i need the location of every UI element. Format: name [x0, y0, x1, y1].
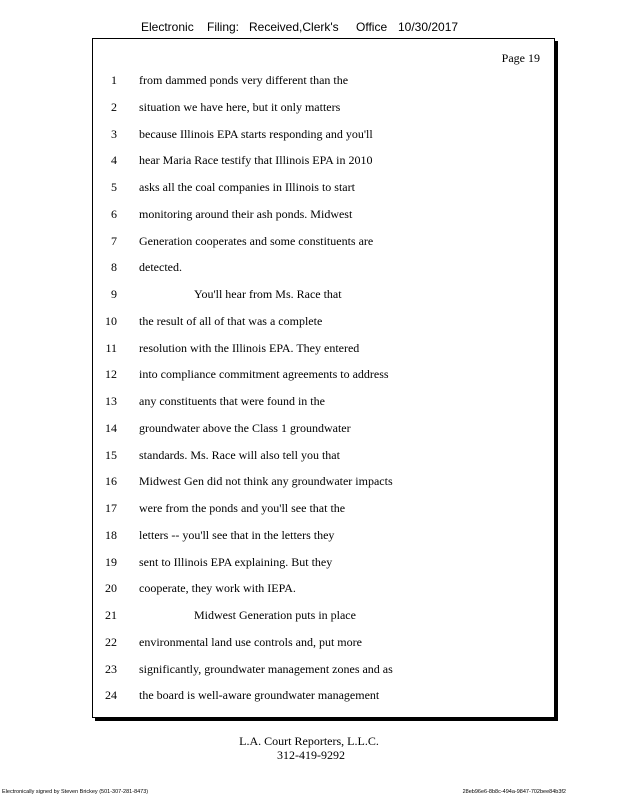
- line-text: into compliance commitment agreements to address: [139, 367, 389, 382]
- line-number: 9: [111, 287, 117, 301]
- line-text: detected.: [139, 260, 182, 275]
- transcript-line: [93, 555, 554, 582]
- line-number: 2: [111, 99, 117, 114]
- line-number: 24: [105, 688, 117, 703]
- transcript-line: [93, 287, 554, 314]
- line-number: 18: [105, 527, 117, 542]
- line-text: environmental land use controls and, put more: [139, 634, 362, 649]
- page-number: Page 19: [501, 51, 540, 65]
- line-number: 8: [111, 260, 117, 275]
- filing-header-date: 10/30/2017: [398, 20, 459, 34]
- document-id: 28eb96e6-8b8c-494a-9847-702bee84b3f2: [462, 789, 566, 795]
- line-number: 15: [105, 447, 117, 462]
- transcript-line: [93, 635, 554, 662]
- line-text: hear Maria Race testify that Illinois EPA in 2010: [139, 153, 373, 168]
- line-number: 10: [105, 313, 117, 328]
- line-text: sent to Illinois EPA explaining. But they: [139, 554, 333, 569]
- line-text: from dammed ponds very different than the: [139, 73, 349, 87]
- transcript-line: [93, 153, 554, 180]
- line-text: because Illinois EPA starts responding and you'll: [139, 126, 373, 141]
- line-number: 6: [111, 206, 117, 221]
- electronic-signature: Electronically signed by Steven Brickey (501-307-281-8473): [2, 789, 149, 795]
- transcript-line: [93, 100, 554, 127]
- line-number: 4: [111, 153, 117, 168]
- line-text: letters -- you'll see that in the letters they: [139, 527, 335, 542]
- line-text: Generation cooperates and some constituents are: [139, 233, 374, 248]
- transcript-line: [93, 688, 554, 715]
- line-text: asks all the coal companies in Illinois to start: [139, 180, 355, 194]
- transcript-line: [93, 341, 554, 368]
- line-number: 23: [105, 661, 117, 676]
- filing-header-word-received: Received,Clerk's: [249, 20, 339, 34]
- line-text: standards. Ms. Race will also tell you that: [139, 447, 340, 462]
- transcript-lines: [93, 73, 554, 715]
- line-number: 12: [105, 367, 117, 382]
- line-text: monitoring around their ash ponds. Midwest: [139, 206, 353, 221]
- line-number: 5: [111, 180, 117, 194]
- filing-header-word-office: Office: [356, 20, 388, 34]
- line-text: were from the ponds and you'll see that the: [139, 501, 346, 515]
- transcript-line: [93, 581, 554, 608]
- line-number: 19: [105, 554, 117, 569]
- line-text: significantly, groundwater management zones and as: [139, 661, 393, 676]
- court-reporter-name: L.A. Court Reporters, L.L.C.: [239, 734, 379, 748]
- line-number: 21: [105, 608, 117, 622]
- line-text: Midwest Generation puts in place: [194, 608, 356, 622]
- transcript-page: [92, 38, 555, 718]
- line-number: 20: [105, 581, 117, 596]
- line-number: 1: [111, 73, 117, 87]
- transcript-line: [93, 608, 554, 635]
- transcript-line: [93, 421, 554, 448]
- line-number: 7: [111, 233, 117, 248]
- filing-header-word-filing: Filing:: [207, 20, 240, 34]
- transcript-line: [93, 367, 554, 394]
- line-number: 14: [105, 420, 117, 435]
- transcript-line: [93, 394, 554, 421]
- line-text: any constituents that were found in the: [139, 394, 325, 408]
- transcript-line: [93, 73, 554, 100]
- transcript-line: [93, 127, 554, 154]
- line-number: 17: [105, 501, 117, 515]
- line-text: You'll hear from Ms. Race that: [194, 287, 342, 301]
- line-text: Midwest Gen did not think any groundwater impacts: [139, 474, 393, 489]
- line-text: groundwater above the Class 1 groundwater: [139, 420, 351, 435]
- transcript-line: [93, 234, 554, 261]
- transcript-line: [93, 260, 554, 287]
- line-number: 11: [105, 340, 117, 355]
- transcript-line: [93, 528, 554, 555]
- line-number: 22: [105, 634, 117, 649]
- transcript-line: [93, 207, 554, 234]
- line-number: 13: [105, 394, 117, 408]
- page-footer: [0, 734, 618, 762]
- line-number: 16: [105, 474, 117, 489]
- filing-header-word-electronic: Electronic: [141, 20, 194, 34]
- line-text: resolution with the Illinois EPA. They entered: [139, 340, 360, 355]
- line-text: situation we have here, but it only matters: [139, 99, 341, 114]
- transcript-line: [93, 474, 554, 501]
- line-text: cooperate, they work with IEPA.: [139, 581, 296, 596]
- transcript-line: [93, 448, 554, 475]
- transcript-line: [93, 314, 554, 341]
- line-text: the result of all of that was a complete: [139, 313, 323, 328]
- transcript-line: [93, 501, 554, 528]
- court-reporter-phone: 312-419-9292: [277, 748, 345, 762]
- transcript-line: [93, 662, 554, 689]
- line-text: the board is well-aware groundwater management: [139, 688, 380, 703]
- transcript-line: [93, 180, 554, 207]
- line-number: 3: [111, 126, 117, 141]
